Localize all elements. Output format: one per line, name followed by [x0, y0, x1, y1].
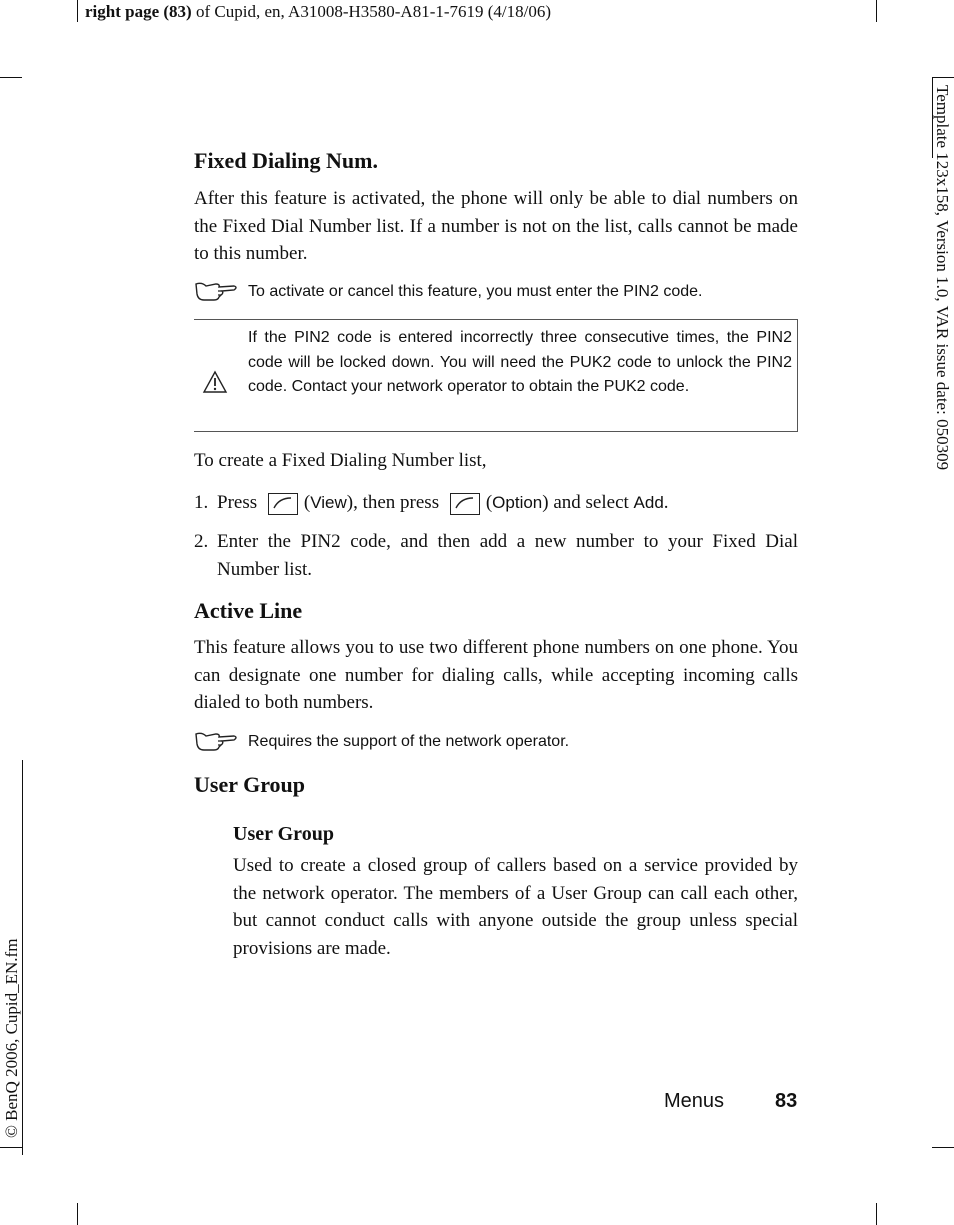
header-bold: right page (83): [85, 2, 192, 21]
right-softkey-icon: [450, 493, 480, 515]
hand-pointer-icon: [194, 730, 240, 754]
step-2: [194, 528, 798, 586]
press-word: Press: [217, 492, 258, 513]
fixed-dialing-paragraph: After this feature is activated, the phone will only be able to dial numbers on the Fixed Dial Number list. If a number is not on the list, calls cannot be made to this number.: [194, 188, 798, 264]
warning-text: If the PIN2 code is entered incorrectly three consecutive times, the PIN2 code will be locked down. You will need the PUK2 code to unlock the PIN2 code. Contact your network operator to obtain the PUK2 code.: [248, 329, 792, 395]
step-number: 1.: [194, 492, 209, 513]
crop-mark: [0, 77, 22, 78]
crop-mark: [77, 0, 78, 22]
user-group-paragraph: Used to create a closed group of callers based on a service provided by the network operator. The members of a User Group can call each other, but cannot conduct calls with anyone outside the group unless special provisions are made.: [233, 855, 798, 959]
copyright-info: © BenQ 2006, Cupid_EN.fm: [2, 938, 21, 1138]
page-header: [85, 2, 551, 22]
footer-section: Menus: [664, 1090, 725, 1112]
section-title-fixed-dialing: Fixed Dialing Num.: [194, 148, 378, 173]
fixed-dialing-intro: To create a Fixed Dialing Number list,: [194, 450, 487, 471]
step-2-text: Enter the PIN2 code, and then add a new number to your Fixed Dial Number list.: [217, 531, 798, 580]
hand-pointer-icon: [194, 280, 240, 304]
step-number: 2.: [194, 531, 209, 552]
then-press-text: ), then press: [346, 492, 440, 513]
warning-triangle-icon: [202, 370, 228, 394]
section-title-user-group: User Group: [194, 772, 306, 797]
header-rest: of Cupid, en, A31008-H3580-A81-1-7619 (4/18/06): [191, 2, 552, 21]
side-rule: [22, 760, 23, 1155]
section-title-active-line: Active Line: [194, 598, 303, 623]
view-label: View: [310, 493, 347, 512]
option-label: Option: [492, 493, 543, 512]
note-network-text: Requires the support of the network operator.: [248, 733, 570, 750]
crop-mark: [932, 1147, 954, 1148]
step-1-end: .: [663, 492, 669, 513]
and-select-text: ) and select: [542, 492, 629, 513]
template-info: Template 123x158, Version 1.0, VAR issue date: 050309: [933, 85, 952, 471]
crop-mark: [876, 1203, 877, 1225]
step-1: [194, 489, 798, 519]
note-pin2-text: To activate or cancel this feature, you must enter the PIN2 code.: [248, 283, 703, 300]
add-label: Add: [633, 493, 664, 512]
crop-mark: [876, 0, 877, 22]
crop-mark: [932, 77, 954, 78]
crop-mark: [77, 1203, 78, 1225]
warning-box: [194, 319, 798, 432]
crop-mark: [0, 1147, 22, 1148]
left-softkey-icon: [268, 493, 298, 515]
active-line-paragraph: This feature allows you to use two different phone numbers on one phone. You can designate one number for dialing calls, while accepting incoming calls dialed to both numbers.: [194, 637, 798, 713]
step-1-text: Press (View), then press (Option) and select Add.: [217, 492, 669, 513]
subsection-title-user-group: User Group: [233, 823, 334, 845]
page-number: 83: [775, 1090, 798, 1112]
